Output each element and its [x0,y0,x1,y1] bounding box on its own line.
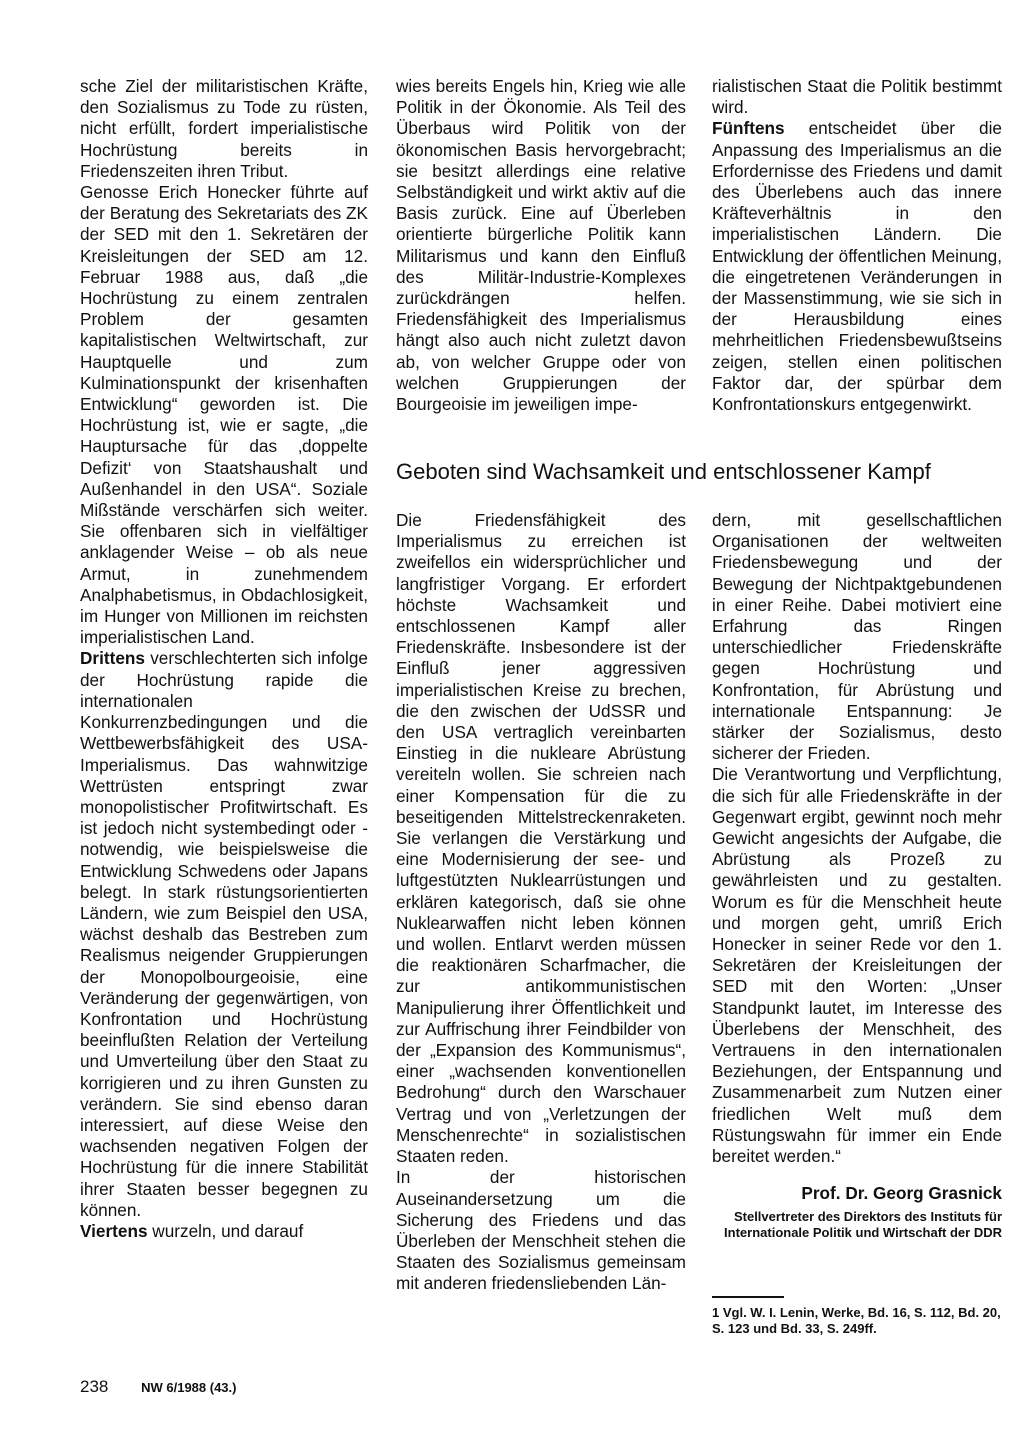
author-title: Stellvertreter des Direktors des Instituts für Internationale Politik und Wirtschaft der DDR [724,1208,1002,1240]
author-name: Prof. Dr. Georg Grasnick [801,1183,1002,1204]
column-5 [712,510,1002,1241]
lead-word: Drittens [80,648,145,669]
paragraph: Die Friedensfähigkeit des Imperialismus zu erreichen ist zweifellos ein widersprüchlicher und langfristiger Vorgang. Er erfordert höchste Wachsamkeit und entschlossenen Kampf aller Friedenskräfte. Insbesondere ist der Einfluß jener aggressiven imperialistischen Kreise zu brechen, die den zwischen der UdSSR und den USA vertraglich vereinbarten Einstieg in die nukleare Abrüstung vereiteln wollen. Sie schreien nach einer Kompensation für die zu beseitigenden Mittelstreckenraketen. Sie verlangen die Verstärkung und eine Modernisierung der see- und luftgestützten Nuklearrüstungen und erklären kategorisch, daß sie ohne Nuklearwaffen nicht leben können und wollen. Entlarvt werden müssen die reaktionären Scharfmacher, die zur antikommunistischen Manipulierung ihrer Öffentlichkeit und zur Auffrischung ihrer Feindbilder von der „Expansion des Kommunismus“, einer „wachsenden konventionellen Bedrohung“ durch den Warschauer Vertrag und von „Verletzungen der Menschenrechte“ in sozialistischen Staaten reden. [396,510,686,1167]
paragraph: Die Verantwortung und Verpflichtung, die sich für alle Friedenskräfte in der Gegenwart ergibt, gewinnt noch mehr Gewicht angesichts der Aufgabe, die Abrüstung als Prozeß zu gewährleisten und zu gestalten. Worum es für die Menschheit heute und morgen geht, umriß Erich Honecker in seiner Rede vor den 1. Sekretären der Kreisleitungen der SED mit den Worten: „Unser Standpunkt lautet, im Interesse des Überlebens der Menschheit, des Vertrauens in den internationalen Beziehungen, der Entspannung und Zusammenarbeit zum Nutzen einer friedlichen Welt muß dem Rüstungswahn für immer ein Ende bereitet werden.“ [712,764,1002,1167]
paragraph: In der historischen Auseinandersetzung um die Sicherung des Friedens und das Überleben der Menschheit stehen die Staaten des Sozialismus gemeinsam mit anderen friedensliebenden Län- [396,1167,686,1294]
page-number: 238 [80,1377,109,1396]
column-2 [396,76,686,415]
paragraph: sche Ziel der militaristischen Kräfte, den Sozialismus zu Tode zu rüsten, nicht erfüllt, fordert imperialistische Hochrüstung bereits in Friedenszeiten ihren Tribut. [80,76,368,181]
paragraph: Viertens wurzeln, und darauf [80,1220,304,1241]
paragraph: wies bereits Engels hin, Krieg wie alle Politik in der Ökonomie. Als Teil des Überbaus wird Politik von der ökonomischen Basis hervorgebracht; sie besitzt allerdings eine relative Selbständigkeit und wirkt aktiv auf die Basis zurück. Eine auf Überleben orientierte bürgerliche Politik kann Militarismus und kann den Einfluß des Militär-Industrie-Komplexes zurückdrängen helfen. Friedensfähigkeit des Imperialismus hängt also auch nicht zuletzt davon ab, von welcher Gruppe oder von welchen Gruppierungen der Bourgeoisie im jeweiligen impe- [396,76,686,415]
paragraph: rialistischen Staat die Politik bestimmt wird. [712,76,1002,118]
footnote-rule [712,1296,784,1298]
column-4 [396,510,686,1295]
paragraph: Fünftens entscheidet über die Anpassung des Imperialismus an die Erfordernisse des Friedens und damit des Überlebens auch das innere Kräfteverhältnis in den imperialistischen Ländern. Die Entwicklung der öffentlichen Meinung, die eingetretenen Veränderungen in der Massenstimmung, wie sie sich in der Herausbildung eines mehrheitlichen Friedensbewußtseins zeigen, stellen einen politischen Faktor dar, der spürbar dem Konfrontationskurs entgegenwirkt. [712,118,1002,415]
footnote: 1 Vgl. W. I. Lenin, Werke, Bd. 16, S. 112, Bd. 20, S. 123 und Bd. 33, S. 249ff. [712,1305,1001,1336]
paragraph: Genosse Erich Honecker führte auf der Beratung des Sekretariats des ZK der SED mit den 1. Sekretären der Kreisleitungen der SED am 12. Februar 1988 aus, daß „die Hochrüstung zu einem zentralen Problem der gesamten kapitalistischen Weltwirtschaft, zur Hauptquelle und zum Kulminationspunkt der krisenhaften Entwicklung“ geworden ist. Die Hochrüstung ist, wie er sagte, „die Hauptursache für das ‚doppelte Defizit‘ von Staatshaushalt und Außenhandel in den USA“. Soziale Mißstände verschärfen sich weiter. Sie offenbaren sich in vielfältiger anklagender Weise – ob als neue Armut, in zunehmendem Analphabetismus, in Obdachlosigkeit, im Hunger von Millionen im reichsten imperialistischen Land. [80,182,368,648]
paragraph: Drittens verschlechterten sich infolge der Hochrüstung rapide die internationalen Konkurrenzbedingungen und die Wettbewerbsfähigkeit des USA-Imperialismus. Das wahnwitzige Wettrüsten entspringt zwar monopolistischer Profitwirtschaft. Es ist jedoch nicht systembedingt oder -notwendig, wie beispielsweise die Entwicklung Schwedens oder Japans belegt. In stark rüstungsorientierten Ländern, wie zum Beispiel den USA, wächst deshalb das Bestreben zum Realismus neigender Gruppierungen der Monopolbourgeoisie, eine Veränderung der gegenwärtigen, von Konfrontation und Hochrüstung beeinflußten Relation der Verteilung und Umverteilung über den Staat zu korrigieren und zu ihren Gunsten zu verändern. Sie sind ebenso daran interessiert, auf diese Weise den wachsenden negativen Folgen der Hochrüstung für die innere Stabilität ihrer Staaten besser begegnen zu können. [80,648,368,1220]
section-subheading: Geboten sind Wachsamkeit und entschlossener Kampf [396,459,931,484]
page-footer [80,1377,236,1397]
lead-word: Fünftens [712,118,785,139]
issue-reference: NW 6/1988 (43.) [141,1380,237,1395]
paragraph: dern, mit gesellschaftlichen Organisationen der weltweiten Friedensbewegung und der Bewegung der Nichtpaktgebundenen in einer Reihe. Dabei motiviert eine Erfahrung das Ringen unterschiedlicher Friedenskräfte gegen Hochrüstung und Konfrontation, für Abrüstung und internationale Entspannung: Je stärker der Sozialismus, desto sicherer der Frieden. [712,510,1002,764]
lead-word: Viertens [80,1220,148,1241]
column-3 [712,76,1002,415]
column-1 [80,76,368,1242]
